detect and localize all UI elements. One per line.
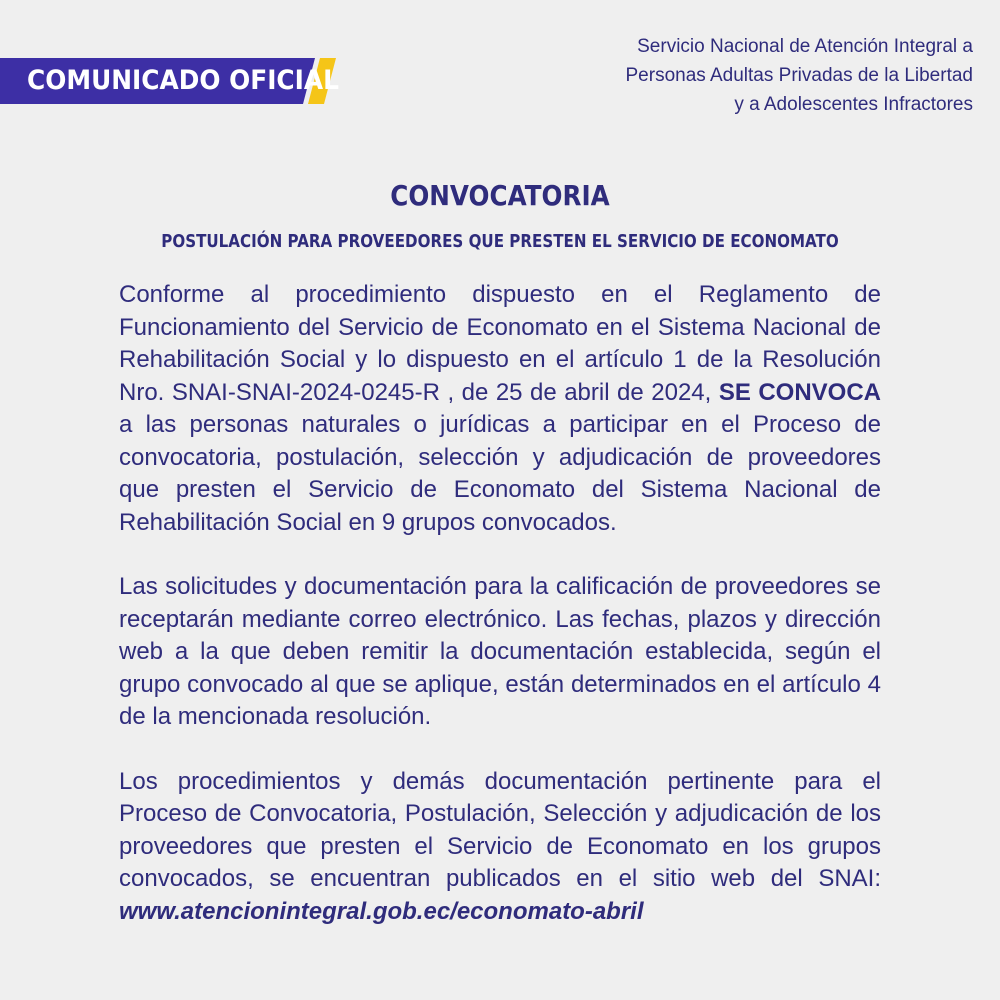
- comunicado-oficial-badge: [0, 58, 339, 104]
- paragraph-1-intro: Conforme al procedimiento dispuesto en el Reglamento de Funcionamiento del Servicio de Economato en el Sistema Nacional de Rehabilitación Social y lo dispuesto en el artículo 1 de la Resolución Nro. SNAI-SNAI-2024-0245-R , de 25 de abril de 2024,: [119, 281, 881, 406]
- org-line-3: y a Adolescentes Infractores: [734, 94, 973, 115]
- organization-name: [553, 32, 973, 119]
- org-line-1: Servicio Nacional de Atención Integral a: [637, 36, 973, 57]
- paragraph-3-text: Los procedimientos y demás documentación pertinente para el Proceso de Convocatoria, Postulación, Selección y adjudicación de los proveedores que presten el Servicio de Economato en los grupos convocados, se encuentran publicados en el sitio web del SNAI:: [119, 767, 881, 892]
- se-convoca-emphasis: SE CONVOCA: [718, 378, 881, 406]
- economato-website-link[interactable]: www.atencionintegral.gob.ec/economato-abril: [119, 897, 644, 925]
- document-subtitle: POSTULACIÓN PARA PROVEEDORES QUE PRESTEN EL SERVICIO DE ECONOMATO: [161, 231, 839, 252]
- paragraph-1-rest: a las personas naturales o jurídicas a participar en el Proceso de convocatoria, postulación, selección y adjudicación de proveedores que presten el Servicio de Economato del Sistema Nacional de Rehabilitación Social en 9 grupos convocados.: [119, 411, 881, 536]
- paragraph-3: [119, 766, 881, 929]
- org-line-2: Personas Adultas Privadas de la Libertad: [625, 65, 973, 86]
- paragraph-2: Las solicitudes y documentación para la calificación de proveedores se receptarán mediante correo electrónico. Las fechas, plazos y dirección web a la que deben remitir la documentación establecida, según el grupo convocado al que se aplique, están determinados en el artículo 4 de la mencionada resolución.: [119, 573, 881, 730]
- badge-label: COMUNICADO OFICIAL: [27, 65, 339, 96]
- document-title: CONVOCATORIA: [390, 179, 610, 212]
- document-body: [119, 279, 881, 928]
- paragraph-1: [119, 279, 881, 539]
